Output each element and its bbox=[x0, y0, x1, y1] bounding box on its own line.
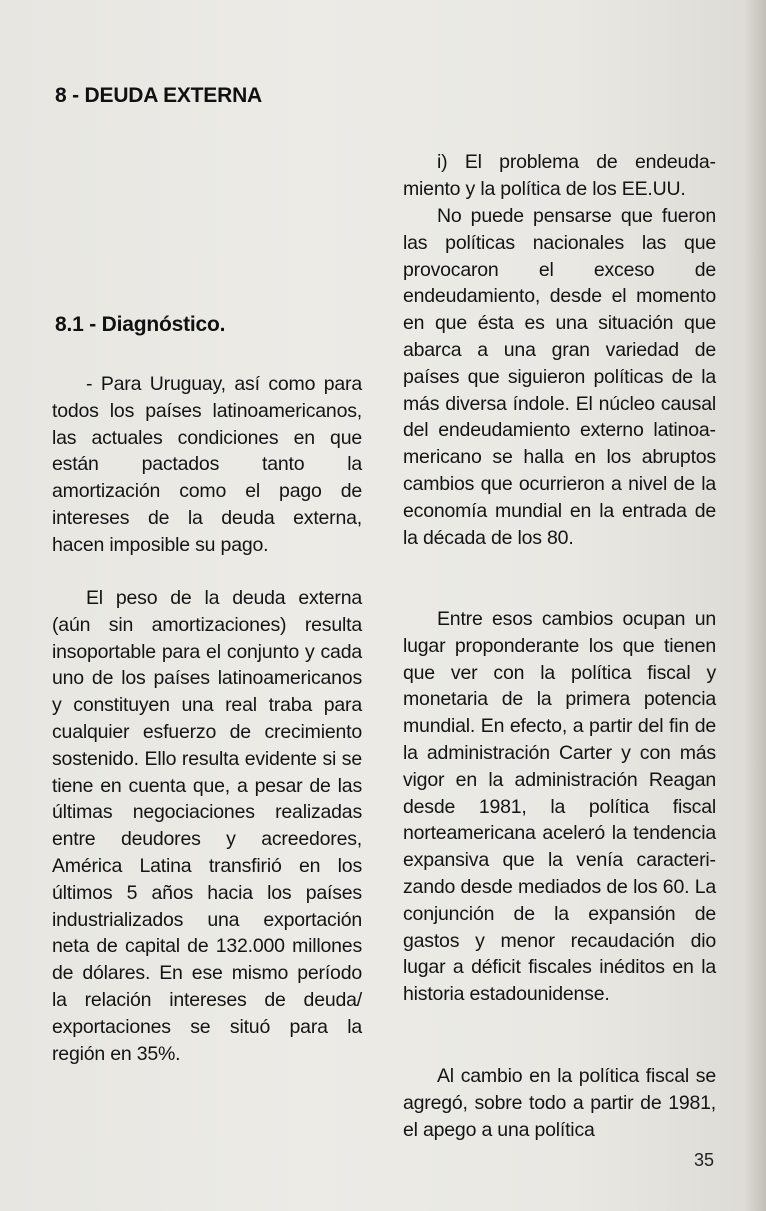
paragraph-fiscal-monetary: Entre esos cambios ocupan un lugar proponderante los que tienen que ver con la política fiscal y monetaria de la primera potencia mundial. En efecto, a partir del fin de la administración Carter y con más vigor en la administración Reagan desde 1981, la política fiscal norteamericana aceleró la tendencia expansiva que la venía caracterizando desde mediados de los 60. La conjunción de la expansión de gastos y menor recaudación dio lugar a déficit fiscales inéditos en la historia estadounidense. bbox=[403, 608, 716, 1006]
paragraph-debt-weight: El peso de la deuda externa (aún sin amortizaciones) resulta insoportable para el conjunto y cada uno de los países latinoamericanos y constituyen una real traba para cualquier esfuerzo de crecimiento sostenido. Ello resulta evidente si se tiene en cuenta que, a pesar de las últimas negociaciones realizadas entre deudores y acreedores, América Latina transfirió en los últimos 5 años hacia los países industrializados una exportación neta de capital de 132.000 millones de dólares. En ese mismo período la relación intereses de deuda/ exportaciones se situó para la región en 35%. bbox=[52, 587, 362, 1065]
subheading-us-policy: i) El problema de endeudamiento y la política de los EE.UU. bbox=[403, 151, 716, 200]
paragraph-national-policies: No puede pensarse que fueron las políticas nacionales las que provocaron el exceso de endeudamiento, desde el momento en que ésta es una situación que abarca a una gran variedad de países que siguieron políticas de la más diversa índole. El núcleo causal del endeudamiento externo latinoamericano se halla en los abruptos cambios que ocurrieron a nivel de la economía mundial en la entrada de la década de los 80. bbox=[403, 205, 716, 549]
section-title: 8.1 - Diagnóstico. bbox=[55, 313, 226, 336]
page-edge-shadow bbox=[744, 0, 766, 1211]
paragraph-uruguay: - Para Uruguay, así como para todos los países latinoamericanos, las actuales condiciones en que están pactados tanto la amortización como el pago de intereses de la deuda externa, hacen imposible su pago. bbox=[52, 373, 362, 556]
paragraph-fiscal-change: Al cambio en la política fiscal se agregó, sobre todo a partir de 1981, el apego a una política bbox=[403, 1065, 716, 1141]
page-number: 35 bbox=[693, 1150, 714, 1170]
chapter-title: 8 - DEUDA EXTERNA bbox=[55, 84, 263, 107]
